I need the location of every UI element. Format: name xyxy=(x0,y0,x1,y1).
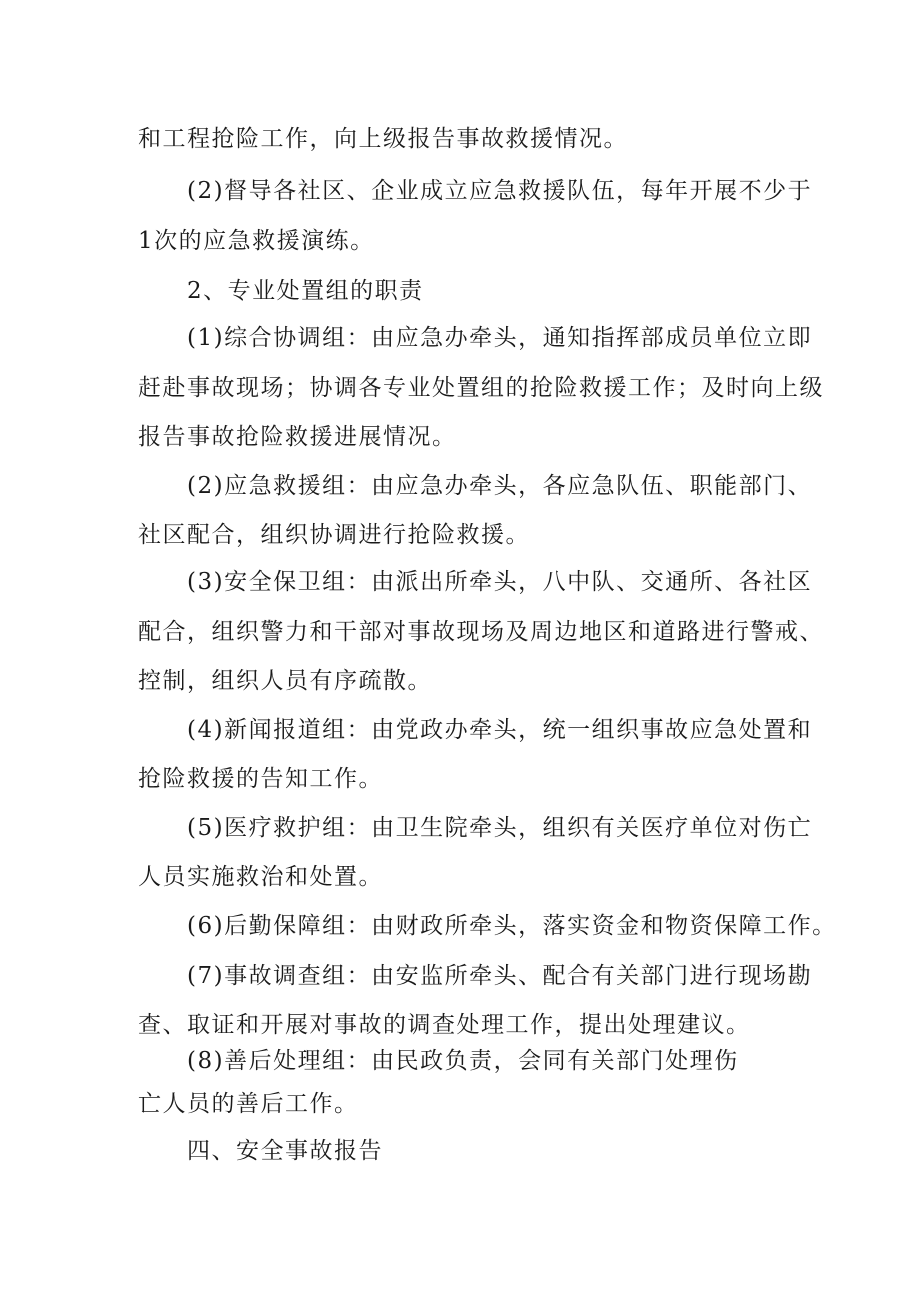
text-line: 控制，组织人员有序疏散。 xyxy=(138,668,432,694)
text-line: (4)新闻报道组：由党政办牵头，统一组织事故应急处置和 xyxy=(187,717,813,743)
text-line: (2)督导各社区、企业成立应急救援队伍，每年开展不少于 xyxy=(187,178,813,204)
section-heading: 四、安全事故报告 xyxy=(187,1138,383,1164)
text-line: 社区配合，组织协调进行抢险救援。 xyxy=(138,522,530,548)
text-line: 报告事故抢险救援进展情况。 xyxy=(138,424,457,450)
text-line: (2)应急救援组：由应急办牵头，各应急队伍、职能部门、 xyxy=(187,473,813,499)
text-line: (8)善后处理组：由民政负责，会同有关部门处理伤 xyxy=(187,1048,739,1074)
text-line: 配合，组织警力和干部对事故现场及周边地区和道路进行警戒、 xyxy=(138,619,824,645)
text-line: 亡人员的善后工作。 xyxy=(138,1091,359,1117)
text-line: (7)事故调查组：由安监所牵头、配合有关部门进行现场勘 xyxy=(187,963,813,989)
text-line: (5)医疗救护组：由卫生院牵头，组织有关医疗单位对伤亡 xyxy=(187,815,813,841)
text-line: (3)安全保卫组：由派出所牵头，八中队、交通所、各社区 xyxy=(187,569,813,595)
text-line: 查、取证和开展对事故的调查处理工作，提出处理建议。 xyxy=(138,1012,751,1038)
text-line: 人员实施救治和处置。 xyxy=(138,864,383,890)
text-line: (6)后勤保障组：由财政所牵头，落实资金和物资保障工作。 xyxy=(187,913,837,939)
text-line: (1)综合协调组：由应急办牵头，通知指挥部成员单位立即 xyxy=(187,325,813,351)
text-line: 1次的应急救援演练。 xyxy=(138,228,375,254)
text-line: 赶赴事故现场；协调各专业处置组的抢险救援工作；及时向上级 xyxy=(138,375,824,401)
section-heading: 2、专业处置组的职责 xyxy=(187,278,424,304)
text-line: 和工程抢险工作，向上级报告事故救援情况。 xyxy=(138,126,628,152)
text-line: 抢险救援的告知工作。 xyxy=(138,766,383,792)
